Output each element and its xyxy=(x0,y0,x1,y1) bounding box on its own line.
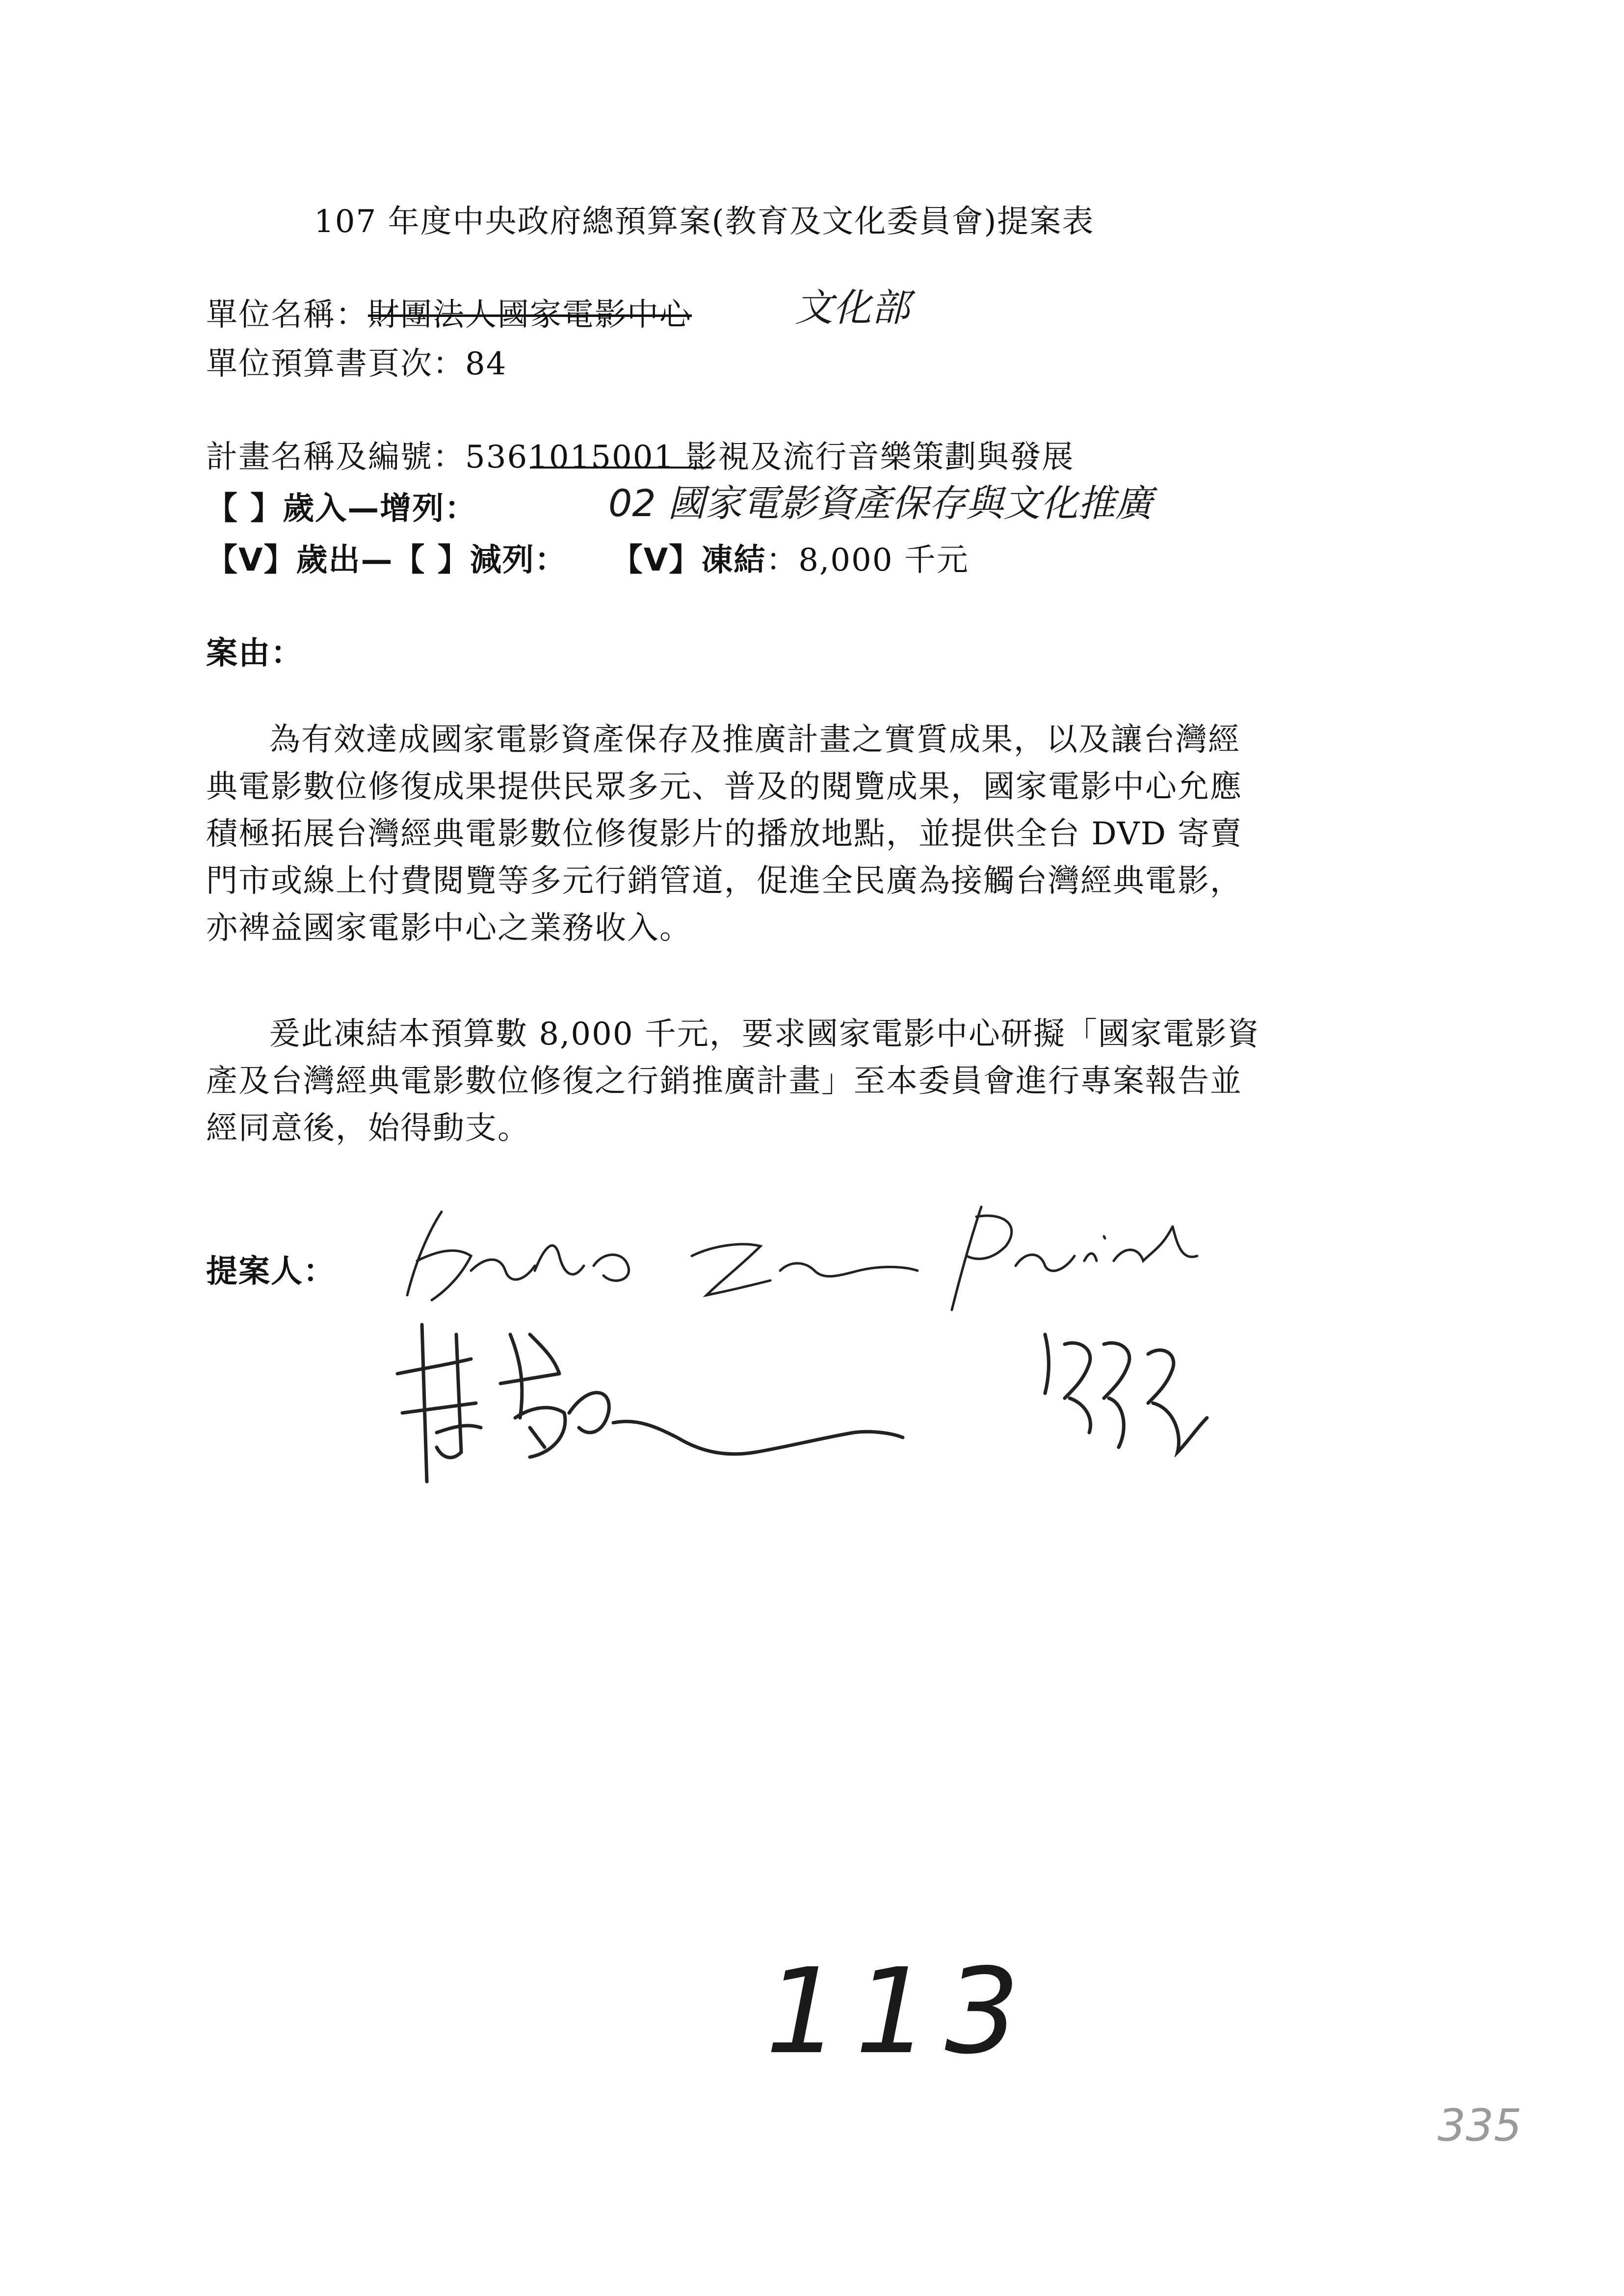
paragraph-2-line: 經同意後，始得動支。 xyxy=(206,1110,530,1147)
paragraph-2-line: 爰此凍結本預算數 8,000 千元，要求國家電影中心研擬「國家電影資 xyxy=(269,1016,1260,1052)
paragraph-1-line: 門市或線上付費閱覽等多元行銷管道，促進全民廣為接觸台灣經典電影， xyxy=(206,863,1242,899)
expense-row xyxy=(206,535,969,580)
reason-paragraph-2 xyxy=(206,1011,1452,1152)
paragraph-1-line: 典電影數位修復成果提供民眾多元、普及的閱覽成果，國家電影中心允應 xyxy=(206,769,1242,805)
handwritten-page-number: 113 xyxy=(765,1943,1035,2080)
expense-bracket-v: 【V】 xyxy=(206,542,296,578)
freeze-label: 凍結 xyxy=(701,542,766,578)
reason-label: 案由： xyxy=(206,635,303,672)
revenue-row xyxy=(206,483,477,528)
plan-label: 計畫名稱及編號： xyxy=(206,439,465,475)
paragraph-1-line: 為有效達成國家電影資產保存及推廣計畫之實質成果，以及讓台灣經 xyxy=(269,722,1240,758)
proposer-label: 提案人： xyxy=(206,1253,336,1290)
signature-2 xyxy=(383,1305,1315,1491)
expense-text2: 減列： xyxy=(470,542,567,578)
expense-bracket-empty: 【 】 xyxy=(393,542,470,578)
plan-number-underline xyxy=(0,464,1624,473)
budget-page-label: 單位預算書頁次： xyxy=(206,346,465,382)
corner-mark: 335 xyxy=(1438,2100,1522,2151)
plan-handwritten-note: 02 國家電影資產保存與文化推廣 xyxy=(608,481,1153,525)
revenue-bracket: 【 】 xyxy=(206,491,283,527)
paragraph-2-line: 產及台灣經典電影數位修復之行銷推廣計畫」至本委員會進行專案報告並 xyxy=(206,1063,1242,1099)
freeze-value: ：8,000 千元 xyxy=(766,542,969,578)
unit-name-row xyxy=(206,289,692,335)
reason-paragraph-1 xyxy=(206,716,1452,952)
expense-text1: 歲出— xyxy=(296,542,393,578)
page-title: 107 年度中央政府總預算案(教育及文化委員會)提案表 xyxy=(314,204,1095,240)
unit-name-handwritten: 文化部 xyxy=(795,286,910,330)
revenue-text: 歲入—增列： xyxy=(283,491,477,527)
unit-name-label: 單位名稱： xyxy=(206,297,368,333)
budget-page-value: 84 xyxy=(465,346,507,382)
unit-name-struck: 財團法人國家電影中心 xyxy=(368,297,692,333)
plan-value: 5361015001 影視及流行音樂策劃與發展 xyxy=(465,439,1074,475)
paragraph-1-line: 積極拓展台灣經典電影數位修復影片的播放地點，並提供全台 DVD 寄賣 xyxy=(206,816,1243,852)
paragraph-1-line: 亦裨益國家電影中心之業務收入。 xyxy=(206,910,692,946)
budget-page-row xyxy=(206,339,507,384)
freeze-bracket: 【V】 xyxy=(611,542,702,578)
